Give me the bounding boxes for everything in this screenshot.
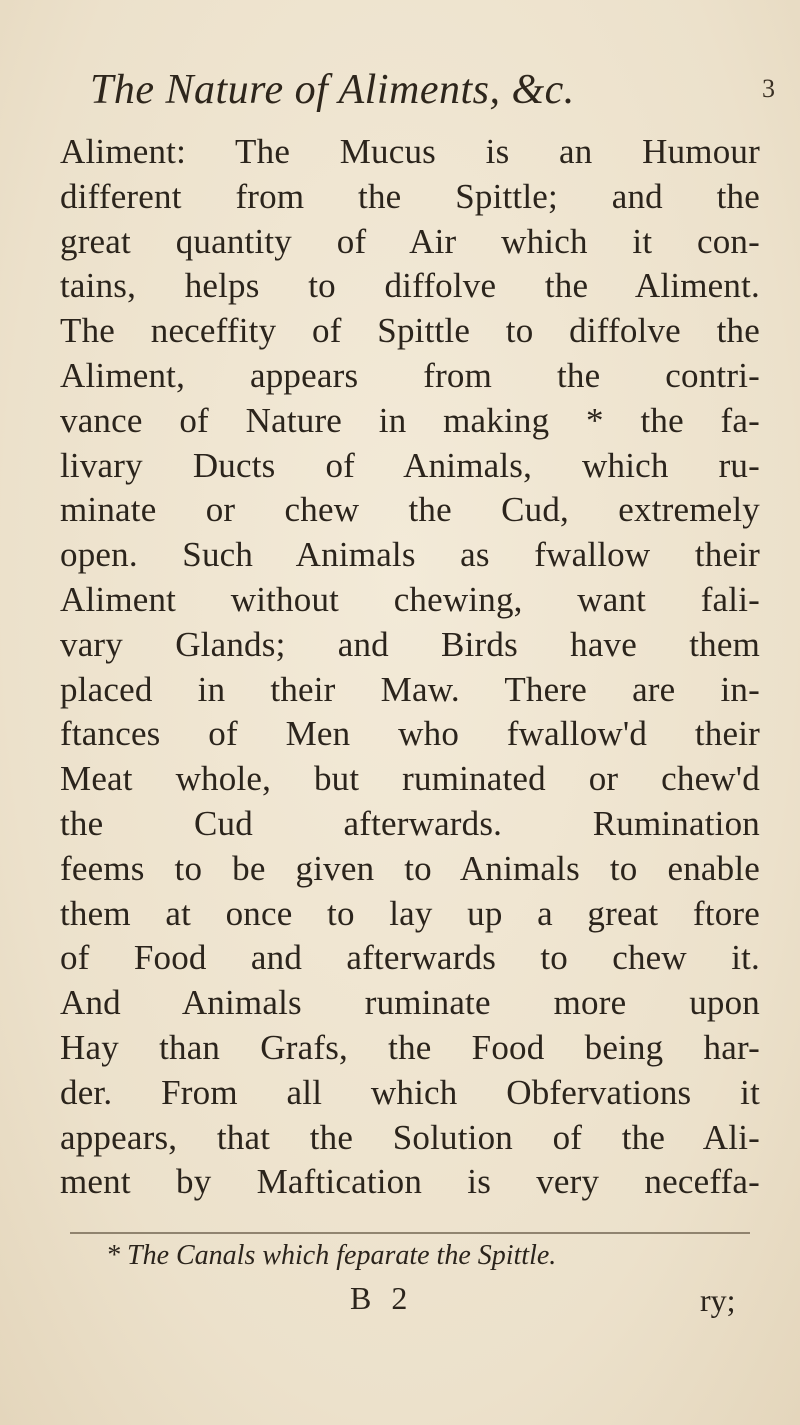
- text-line: the Cud afterwards. Rumination: [60, 803, 760, 843]
- text-line: ftances of Men who fwallow'd their: [60, 714, 760, 754]
- body-text: [60, 130, 760, 1205]
- text-line: Aliment: The Mucus is an Humour: [60, 132, 760, 171]
- text-line: Hay than Grafs, the Food being har-: [60, 1027, 760, 1067]
- text-line: great quantity of Air which it con-: [60, 221, 760, 261]
- text-line: them at once to lay up a great ftore: [60, 893, 760, 933]
- text-line: minate or chew the Cud, extremely: [60, 490, 760, 530]
- running-title: The Nature of Aliments, &c.: [90, 67, 575, 113]
- text-line: And Animals ruminate more upon: [60, 983, 760, 1023]
- text-line: different from the Spittle; and the: [60, 176, 760, 216]
- text-line: Aliment, appears from the contri-: [60, 355, 760, 395]
- text-line: appears, that the Solution of the Ali-: [60, 1117, 760, 1157]
- text-line: The neceffity of Spittle to diffolve the: [60, 311, 760, 351]
- signature-mark: B 2: [350, 1280, 414, 1316]
- text-line: ment by Maftication is very neceffa-: [60, 1162, 760, 1202]
- text-line: Meat whole, but ruminated or chew'd: [60, 759, 760, 799]
- text-line: der. From all which Obfervations it: [60, 1072, 760, 1112]
- catchword: ry;: [700, 1282, 736, 1318]
- text-line: feems to be given to Animals to enable: [60, 848, 760, 888]
- text-line: tains, helps to diffolve the Aliment.: [60, 266, 760, 306]
- text-line: placed in their Maw. There are in-: [60, 669, 760, 709]
- page-number: 3: [762, 74, 775, 103]
- text-line: livary Ducts of Animals, which ru-: [60, 445, 760, 485]
- text-line: vary Glands; and Birds have them: [60, 624, 760, 664]
- text-line: of Food and afterwards to chew it.: [60, 938, 760, 978]
- text-line: Aliment without chewing, want fali-: [60, 579, 760, 619]
- text-line: vance of Nature in making * the fa-: [60, 400, 760, 440]
- text-line: open. Such Animals as fwallow their: [60, 535, 760, 575]
- footnote-rule: [70, 1232, 750, 1234]
- footnote: * The Canals which feparate the Spittle.: [106, 1240, 557, 1271]
